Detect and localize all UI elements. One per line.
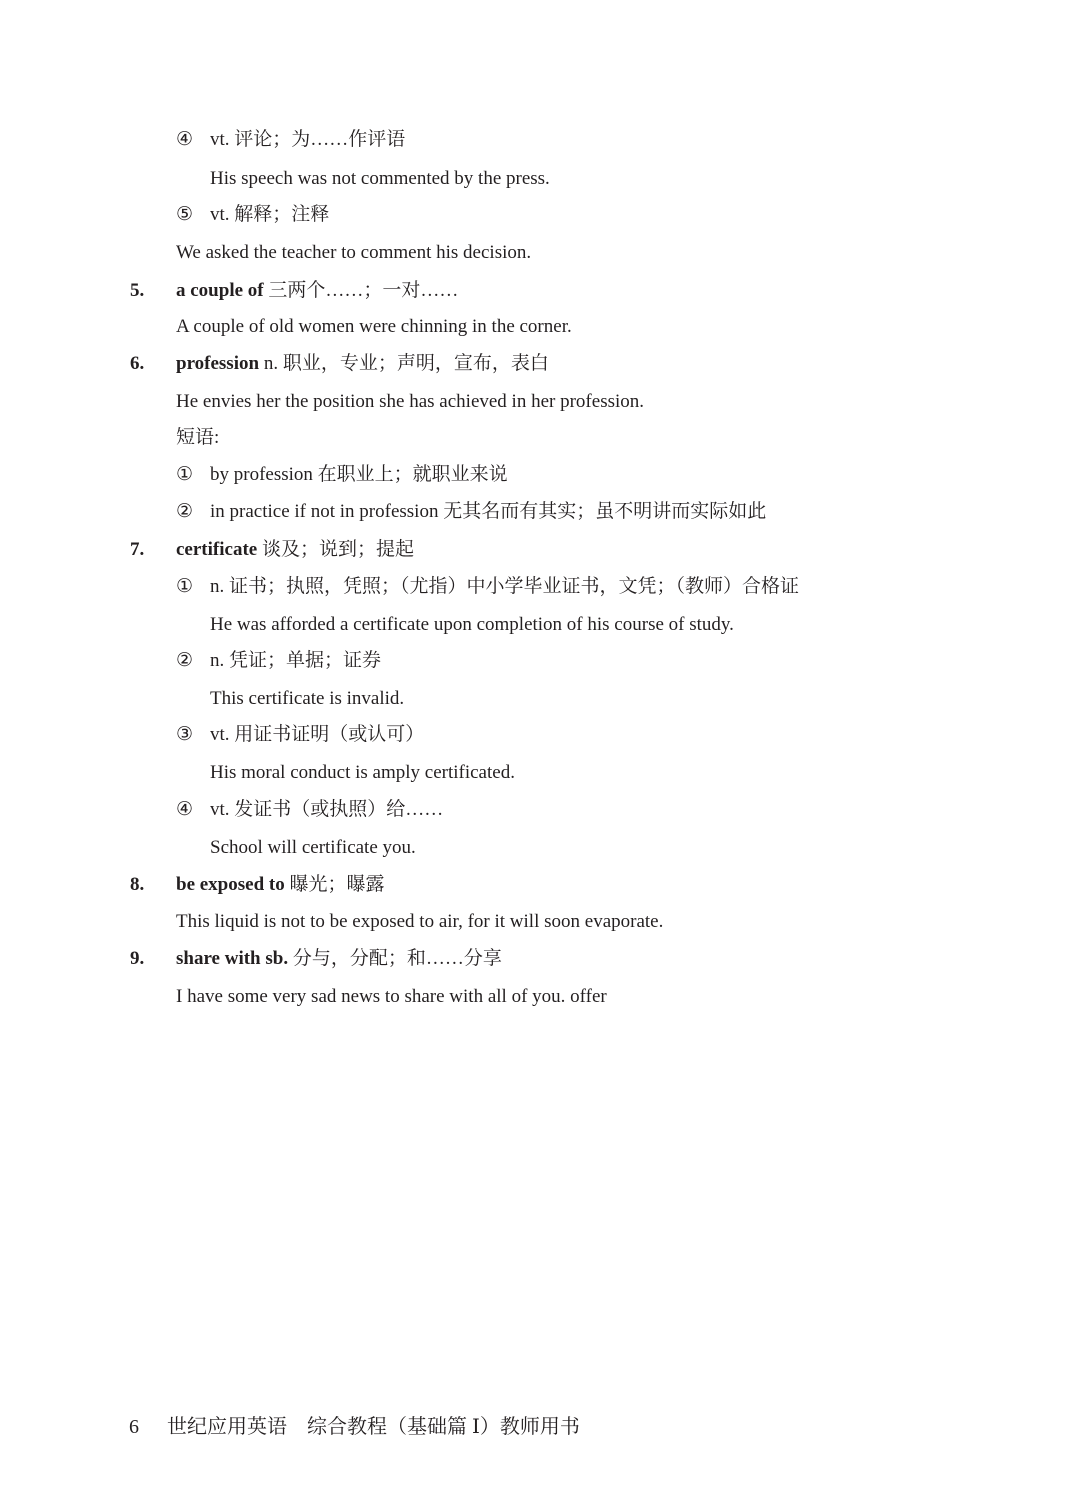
example-sentence: His speech was not commented by the press.	[210, 168, 550, 189]
example-sentence: A couple of old women were chinning in the corner.	[176, 316, 572, 337]
circled-number: ④	[176, 799, 194, 820]
example-sentence: School will certificate you.	[210, 837, 416, 858]
entry-term: a couple of	[176, 280, 264, 301]
sense-definition: vt. 用证书证明（或认可）	[210, 724, 425, 745]
entry-number: 5.	[130, 280, 145, 301]
entry-definition: 曝光；曝露	[284, 874, 385, 895]
example-sentence: We asked the teacher to comment his decision.	[176, 242, 532, 263]
entry-definition: 三两个……；一对……	[263, 280, 459, 301]
circled-number: ①	[176, 576, 194, 597]
entry-number: 8.	[130, 874, 145, 895]
example-sentence: I have some very sad news to share with all of you. offer	[176, 986, 607, 1007]
page-footer	[129, 1414, 580, 1440]
sense-line	[176, 575, 799, 599]
entry-headline	[176, 352, 549, 376]
circled-number: ③	[176, 724, 194, 745]
sense-line	[176, 798, 443, 822]
circled-number: ④	[176, 129, 194, 150]
sense-line	[176, 723, 424, 747]
entry-number: 9.	[130, 948, 145, 969]
phrase-text: by profession 在职业上；就职业来说	[210, 464, 508, 485]
example-sentence: His moral conduct is amply certificated.	[210, 762, 515, 783]
entry-headline	[176, 873, 385, 897]
example-sentence: He was afforded a certificate upon completion of his course of study.	[210, 614, 734, 635]
sense-definition: vt. 发证书（或执照）给……	[210, 799, 444, 820]
entry-term: be exposed to	[176, 874, 285, 895]
sense-definition: n. 凭证；单据；证券	[210, 650, 382, 671]
entry-term: certificate	[176, 539, 258, 560]
sense-definition: vt. 评论；为……作评语	[210, 129, 406, 150]
entry-definition: 谈及；说到；提起	[257, 539, 414, 560]
circled-number: ②	[176, 501, 194, 522]
sense-line	[176, 649, 381, 673]
circled-number: ⑤	[176, 204, 194, 225]
example-sentence: This liquid is not to be exposed to air, for it will soon evaporate.	[176, 911, 664, 932]
sense-line	[176, 203, 329, 227]
entry-number: 6.	[130, 353, 145, 374]
entry-number: 7.	[130, 539, 145, 560]
entry-definition: 分与，分配；和……分享	[288, 948, 502, 969]
entry-headline	[176, 947, 502, 971]
sense-definition: vt. 解释；注释	[210, 204, 330, 225]
book-title: 世纪应用英语 综合教程（基础篇 Ⅰ）教师用书	[167, 1416, 580, 1438]
entry-headline	[176, 538, 414, 562]
phrase-text: in practice if not in profession 无其名而有其实；虽不明讲而实际如此	[210, 501, 767, 522]
phrases-label: 短语:	[176, 427, 220, 448]
entry-term: profession	[176, 353, 260, 374]
entry-definition: n. 职业，专业；声明，宣布，表白	[259, 353, 549, 374]
entry-headline	[176, 279, 458, 303]
page-number: 6	[129, 1416, 139, 1438]
circled-number: ①	[176, 464, 194, 485]
example-sentence: This certificate is invalid.	[210, 688, 405, 709]
phrase-line	[176, 463, 508, 487]
phrase-line	[176, 500, 766, 524]
entry-term: share with sb.	[176, 948, 289, 969]
circled-number: ②	[176, 650, 194, 671]
sense-line	[176, 128, 405, 152]
sense-definition: n. 证书；执照，凭照；（尤指）中小学毕业证书，文凭；（教师）合格证	[210, 576, 800, 597]
example-sentence: He envies her the position she has achieved in her profession.	[176, 391, 645, 412]
